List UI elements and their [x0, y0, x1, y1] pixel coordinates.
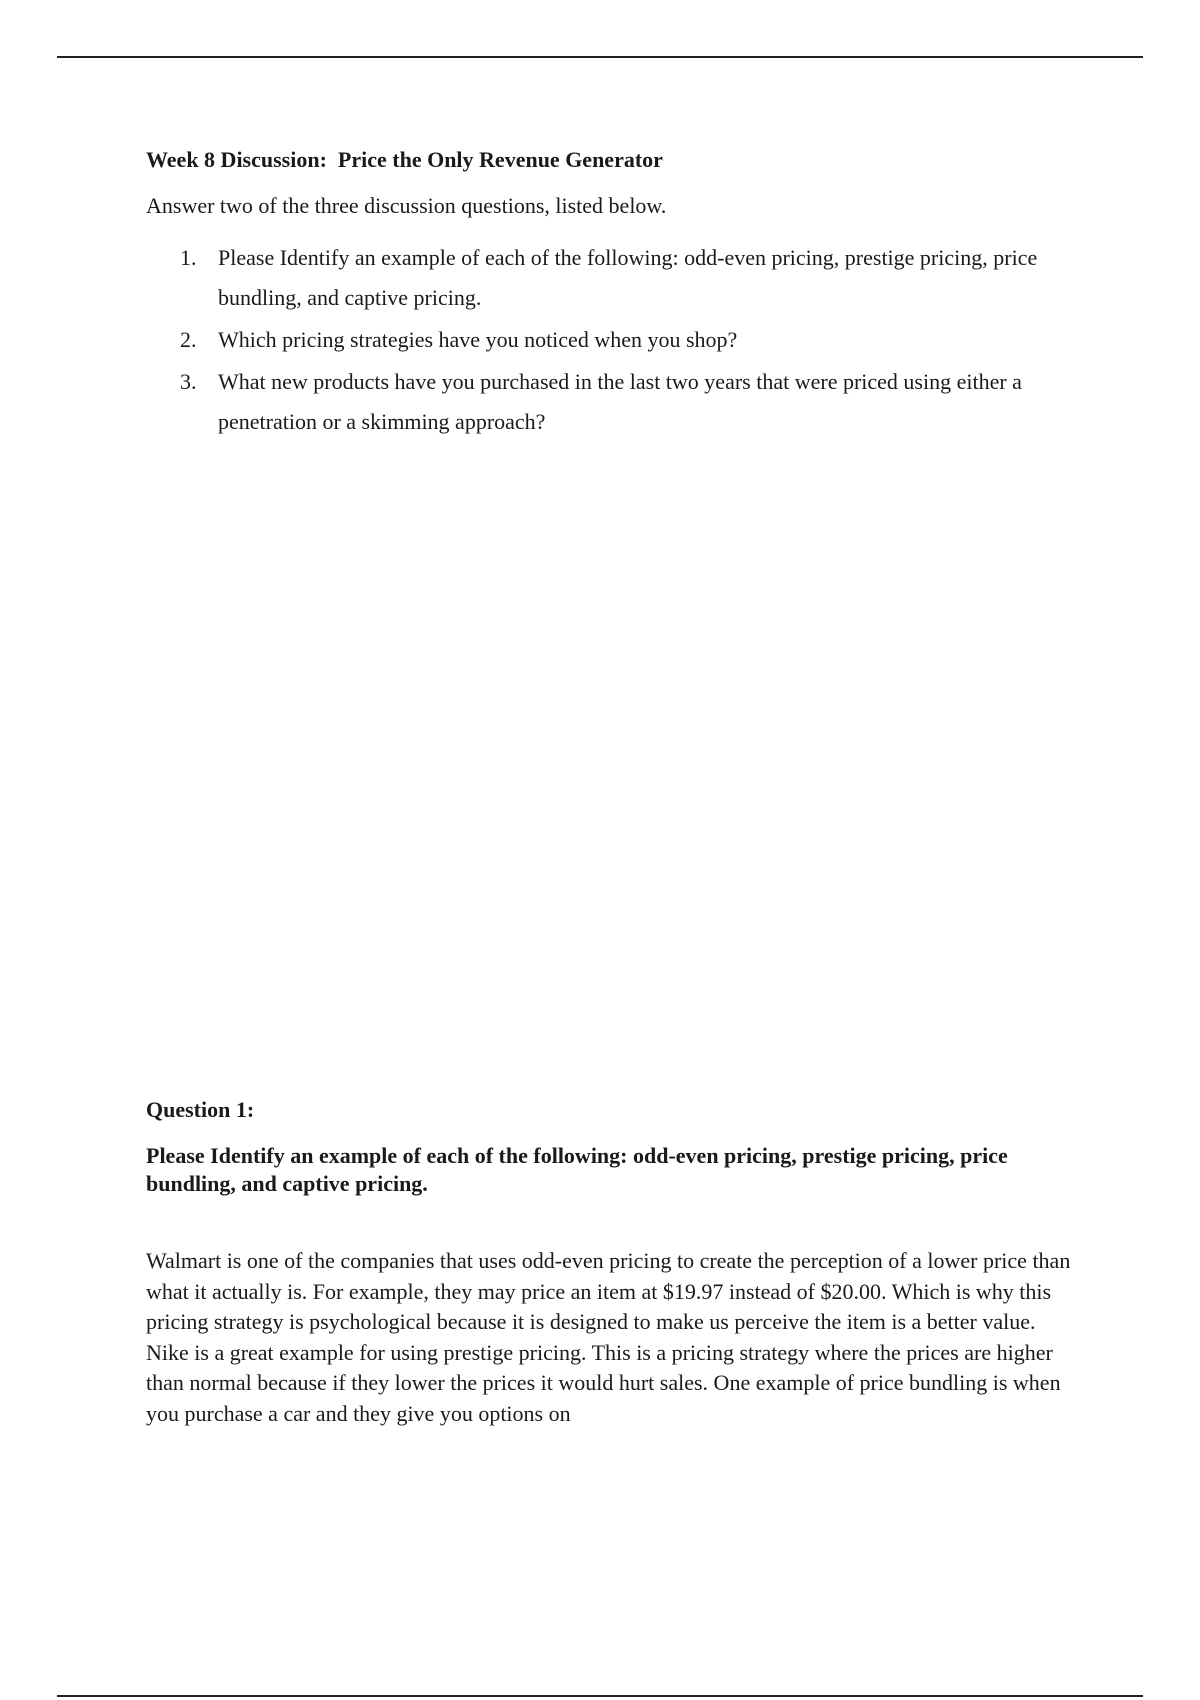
list-item-text: Please Identify an example of each of the following: odd-even pricing, prestige pricing, price bundling, and captive pricing. [218, 245, 1038, 310]
answer-paragraph: Walmart is one of the companies that uses odd-even pricing to create the perception of a lower price than what it actually is. For example, they may price an item at $19.97 instead of $20.00. Which is why this pricing strategy is psychological because it is designed to make us perceive the item is a better value. Nike is a great example for using prestige pricing. This is a pricing strategy where the prices are higher than normal because if they lower the prices it would hurt sales. One example of price bundling is when you purchase a car and they give you options on [146, 1248, 1071, 1426]
list-item-text: What new products have you purchased in the last two years that were priced using either a penetration or a skimming approach? [218, 369, 1022, 434]
top-rule [57, 56, 1143, 58]
bottom-rule [57, 1695, 1143, 1697]
list-number: 1. [180, 245, 197, 270]
list-item [146, 320, 1106, 360]
question-1-heading: Question 1: [146, 1097, 255, 1122]
discussion-question-list [146, 238, 1106, 444]
list-number: 3. [180, 369, 197, 394]
question-1-prompt: Please Identify an example of each of the following: odd-even pricing, prestige pricing, price bundling, and captive pricing. [146, 1143, 1008, 1196]
list-number: 2. [180, 327, 197, 352]
document-title: Week 8 Discussion: Price the Only Revenue Generator [146, 147, 663, 172]
list-item [146, 238, 1106, 318]
list-item-text: Which pricing strategies have you noticed when you shop? [218, 327, 738, 352]
intro-text: Answer two of the three discussion questions, listed below. [146, 193, 667, 218]
list-item [146, 362, 1106, 442]
